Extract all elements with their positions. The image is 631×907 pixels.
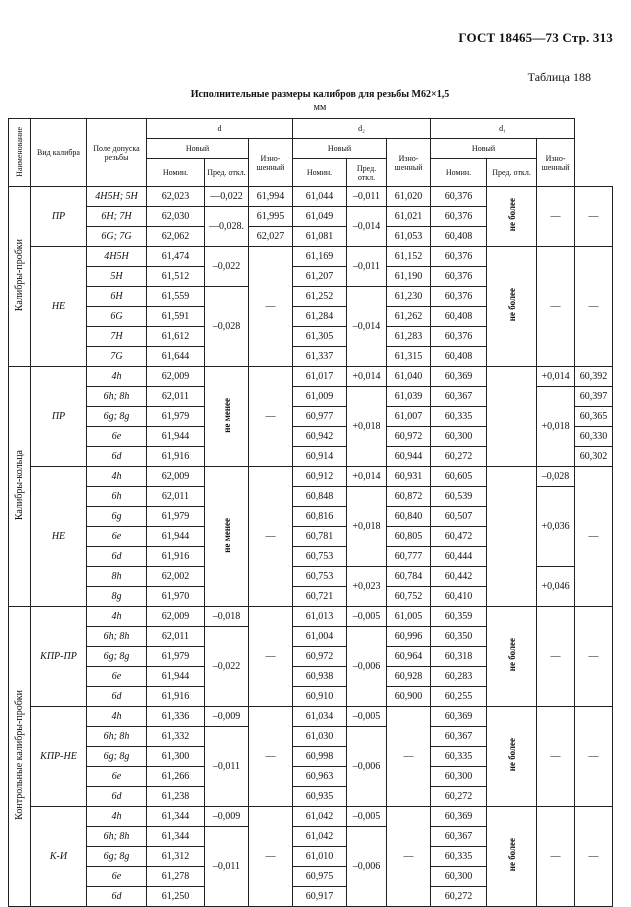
col-d-header: d xyxy=(147,119,293,139)
d1-note xyxy=(487,707,537,807)
d-worn: — xyxy=(249,807,293,907)
tolerance-field: 6е xyxy=(87,427,147,447)
tolerance-field: 6е xyxy=(87,667,147,687)
d-worn: 61,994 xyxy=(249,187,293,207)
d1-nominal: 60,300 xyxy=(431,867,487,887)
d1-nominal: 60,410 xyxy=(431,587,487,607)
tolerance-field: 6g; 8g xyxy=(87,407,147,427)
d-nominal: 61,278 xyxy=(147,867,205,887)
d-nominal: 61,312 xyxy=(147,847,205,867)
d1-tol: — xyxy=(537,607,575,707)
d1-nominal: 60,300 xyxy=(431,767,487,787)
d1-note xyxy=(487,247,537,367)
d-nom-header: Номин. xyxy=(147,159,205,187)
d1-nominal: 60,369 xyxy=(431,367,487,387)
d2-worn: 60,805 xyxy=(387,527,431,547)
d-nominal: 61,916 xyxy=(147,447,205,467)
d1-worn: 60,330 xyxy=(575,427,613,447)
d1-tol: +0,014 xyxy=(537,367,575,387)
gauge-type: К-И xyxy=(31,807,87,907)
d2-worn: 61,039 xyxy=(387,387,431,407)
tolerance-field: 6d xyxy=(87,787,147,807)
d2-nominal: 60,975 xyxy=(293,867,347,887)
tolerance-field: 6h; 8h xyxy=(87,387,147,407)
d-nominal: 61,916 xyxy=(147,547,205,567)
d2-worn: 60,972 xyxy=(387,427,431,447)
d2-worn: 60,872 xyxy=(387,487,431,507)
d2-nominal: 60,938 xyxy=(293,667,347,687)
d1-nominal: 60,605 xyxy=(431,467,487,487)
d2-nominal: 61,013 xyxy=(293,607,347,627)
d2-tol: +0,014 xyxy=(347,467,387,487)
d1-worn: 60,392 xyxy=(575,367,613,387)
d2-tol: –0,005 xyxy=(347,807,387,827)
gauge-type: КПР-ПР xyxy=(31,607,87,707)
d1-worn: 60,365 xyxy=(575,407,613,427)
table-row xyxy=(9,607,613,627)
d-nominal: 61,300 xyxy=(147,747,205,767)
vertical-note: не более xyxy=(506,638,517,672)
d1-worn: 60,302 xyxy=(575,447,613,467)
d2-nominal: 61,009 xyxy=(293,387,347,407)
d-nominal: 61,612 xyxy=(147,327,205,347)
d2-worn: 61,007 xyxy=(387,407,431,427)
d2-nominal: 61,337 xyxy=(293,347,347,367)
tolerance-field: 7G xyxy=(87,347,147,367)
vertical-note: не более xyxy=(506,738,517,772)
d1-tol: — xyxy=(537,807,575,907)
tolerance-field: 4h xyxy=(87,807,147,827)
d2-nominal: 61,030 xyxy=(293,727,347,747)
d1-note xyxy=(487,467,537,607)
d-tol: –0,009 xyxy=(205,707,249,727)
vertical-note: не более xyxy=(506,838,517,872)
d2-nom-header: Номин. xyxy=(293,159,347,187)
d2-worn: 61,020 xyxy=(387,187,431,207)
gauge-type: КПР-НЕ xyxy=(31,707,87,807)
d-nominal: 61,591 xyxy=(147,307,205,327)
d2-tol: +0,018 xyxy=(347,487,387,567)
d1-nominal: 60,335 xyxy=(431,407,487,427)
d-tol xyxy=(205,467,249,607)
group-label: Калибры-пробки xyxy=(14,238,25,312)
d2-worn: 60,752 xyxy=(387,587,431,607)
d1-nominal: 60,359 xyxy=(431,607,487,627)
d2-worn: 61,053 xyxy=(387,227,431,247)
d2-nominal: 61,081 xyxy=(293,227,347,247)
tolerance-field: 7Н xyxy=(87,327,147,347)
group-label: Калибры-кольца xyxy=(14,449,25,521)
caption-unit: мм xyxy=(313,102,327,113)
d2-worn: 61,005 xyxy=(387,607,431,627)
d1-nominal: 60,376 xyxy=(431,187,487,207)
group-name xyxy=(9,367,31,607)
d1-tol: –0,028 xyxy=(537,467,575,487)
tolerance-field: 6g; 8g xyxy=(87,647,147,667)
d1-worn: — xyxy=(575,707,613,807)
d2-worn: 61,190 xyxy=(387,267,431,287)
d2-tol: –0,006 xyxy=(347,727,387,807)
d2-worn: 60,996 xyxy=(387,627,431,647)
d-nominal: 61,332 xyxy=(147,727,205,747)
d2-tol: +0,023 xyxy=(347,567,387,607)
table-row xyxy=(9,247,613,267)
tolerance-field: 6G; 7G xyxy=(87,227,147,247)
d2-nominal: 60,912 xyxy=(293,467,347,487)
d1-tol: — xyxy=(537,707,575,807)
d2-nominal: 61,207 xyxy=(293,267,347,287)
vertical-note: не менее xyxy=(221,517,232,553)
tolerance-field: 6G xyxy=(87,307,147,327)
d1-nominal: 60,367 xyxy=(431,387,487,407)
d2-nominal: 61,010 xyxy=(293,847,347,867)
d1-note xyxy=(487,607,537,707)
d2-worn: 61,262 xyxy=(387,307,431,327)
tolerance-field: 6Н xyxy=(87,287,147,307)
d-tol: –0,018 xyxy=(205,607,249,627)
d1-note xyxy=(487,807,537,907)
col-field-header: Поле допуска резьбы xyxy=(87,119,147,187)
d2-worn: 60,964 xyxy=(387,647,431,667)
table-row xyxy=(9,367,613,387)
d-nominal: 61,944 xyxy=(147,667,205,687)
d2-nominal: 61,049 xyxy=(293,207,347,227)
d-nominal: 62,011 xyxy=(147,627,205,647)
d1-nominal: 60,369 xyxy=(431,807,487,827)
d1-tol: +0,036 xyxy=(537,487,575,567)
tolerance-field: 6е xyxy=(87,867,147,887)
d2-pred-header: Пред. откл. xyxy=(347,159,387,187)
tolerance-field: 6h xyxy=(87,487,147,507)
d2-nominal: 60,910 xyxy=(293,687,347,707)
d1-nominal: 60,408 xyxy=(431,227,487,247)
d2-nominal: 61,034 xyxy=(293,707,347,727)
d1-nominal: 60,376 xyxy=(431,287,487,307)
group-label: Контрольные калибры-пробки xyxy=(14,690,25,820)
d-tol: —0,022 xyxy=(205,187,249,207)
vertical-note: не более xyxy=(506,288,517,322)
d2-nominal: 61,305 xyxy=(293,327,347,347)
d1-worn: — xyxy=(575,607,613,707)
d-iznos-header: Изно-шенный xyxy=(249,139,293,187)
d-pred-header: Пред. откл. xyxy=(205,159,249,187)
d1-nominal: 60,272 xyxy=(431,447,487,467)
d-nominal: 61,970 xyxy=(147,587,205,607)
d2-tol: –0,005 xyxy=(347,707,387,727)
tolerance-field: 6g; 8g xyxy=(87,747,147,767)
d2-nominal: 60,781 xyxy=(293,527,347,547)
d2-tol: +0,014 xyxy=(347,367,387,387)
table-number: Таблица 188 xyxy=(527,70,591,84)
d2-nominal: 60,848 xyxy=(293,487,347,507)
d-nominal: 62,030 xyxy=(147,207,205,227)
d2-nominal: 60,942 xyxy=(293,427,347,447)
d2-worn: 61,021 xyxy=(387,207,431,227)
d1-nominal: 60,539 xyxy=(431,487,487,507)
group-name xyxy=(9,607,31,907)
d-nominal: 61,238 xyxy=(147,787,205,807)
d2-tol: –0,006 xyxy=(347,627,387,707)
d-new-header: Новый xyxy=(147,139,249,159)
d-worn: — xyxy=(249,707,293,807)
col-d2-header: d₂ xyxy=(293,119,431,139)
tolerance-field: 6Н; 7Н xyxy=(87,207,147,227)
d1-worn: — xyxy=(575,187,613,247)
d2-new-header: Новый xyxy=(293,139,387,159)
d2-worn: 60,784 xyxy=(387,567,431,587)
tolerance-field: 6g xyxy=(87,507,147,527)
d2-worn: 61,152 xyxy=(387,247,431,267)
d1-nominal: 60,408 xyxy=(431,347,487,367)
tolerance-field: 6h; 8h xyxy=(87,727,147,747)
d-tol: —0,028. xyxy=(205,207,249,247)
d-tol xyxy=(205,367,249,467)
d-worn: — xyxy=(249,367,293,467)
d2-nominal: 61,044 xyxy=(293,187,347,207)
d1-nominal: 60,272 xyxy=(431,887,487,907)
tolerance-field: 6g; 8g xyxy=(87,847,147,867)
d2-nominal: 60,816 xyxy=(293,507,347,527)
table-row xyxy=(9,467,613,487)
d-nominal: 61,512 xyxy=(147,267,205,287)
d-nominal: 62,009 xyxy=(147,467,205,487)
d1-nominal: 60,300 xyxy=(431,427,487,447)
d1-nominal: 60,408 xyxy=(431,307,487,327)
col-name-header: Наименование xyxy=(9,119,31,187)
d1-tol: +0,046 xyxy=(537,567,575,607)
d1-nominal: 60,376 xyxy=(431,327,487,347)
d-nominal: 61,979 xyxy=(147,407,205,427)
d-nominal: 62,011 xyxy=(147,487,205,507)
d-nominal: 61,559 xyxy=(147,287,205,307)
table-row xyxy=(9,187,613,207)
gauge-type: ПР xyxy=(31,367,87,467)
d-nominal: 61,944 xyxy=(147,527,205,547)
d1-tol: — xyxy=(537,187,575,247)
d-nominal: 62,023 xyxy=(147,187,205,207)
d2-worn: 60,900 xyxy=(387,687,431,707)
d2-nominal: 60,977 xyxy=(293,407,347,427)
d1-worn: — xyxy=(575,807,613,907)
d1-nominal: 60,350 xyxy=(431,627,487,647)
d2-nominal: 61,284 xyxy=(293,307,347,327)
d2-tol: –0,011 xyxy=(347,187,387,207)
tolerance-field: 4Н5Н; 5Н xyxy=(87,187,147,207)
d-nominal: 61,944 xyxy=(147,427,205,447)
d1-nominal: 60,367 xyxy=(431,827,487,847)
tolerance-field: 6d xyxy=(87,447,147,467)
gauge-table xyxy=(8,118,613,907)
d1-pred-header: Пред. откл. xyxy=(487,159,537,187)
d2-tol: –0,014 xyxy=(347,287,387,367)
gauge-type: НЕ xyxy=(31,467,87,607)
d2-nominal: 60,935 xyxy=(293,787,347,807)
d2-tol: –0,006 xyxy=(347,827,387,907)
d2-worn: 60,840 xyxy=(387,507,431,527)
d-worn: 62,027 xyxy=(249,227,293,247)
vertical-note: не более xyxy=(506,198,517,232)
d1-tol: — xyxy=(537,247,575,367)
d-nominal: 61,266 xyxy=(147,767,205,787)
tolerance-field: 6е xyxy=(87,767,147,787)
d2-worn: 60,777 xyxy=(387,547,431,567)
d2-tol: –0,005 xyxy=(347,607,387,627)
d-nominal: 61,644 xyxy=(147,347,205,367)
d-tol: –0,022 xyxy=(205,247,249,287)
col-kal-header: Вид калибра xyxy=(31,119,87,187)
d-worn: — xyxy=(249,607,293,707)
d1-worn: — xyxy=(575,247,613,367)
tolerance-field: 6d xyxy=(87,887,147,907)
tolerance-field: 4h xyxy=(87,607,147,627)
d-nominal: 61,979 xyxy=(147,647,205,667)
d-nominal: 62,009 xyxy=(147,607,205,627)
d2-worn: 61,283 xyxy=(387,327,431,347)
d1-nominal: 60,376 xyxy=(431,267,487,287)
d1-note xyxy=(487,187,537,247)
d2-nominal: 60,753 xyxy=(293,547,347,567)
d1-tol: +0,018 xyxy=(537,387,575,467)
d2-worn: 61,040 xyxy=(387,367,431,387)
d2-iznos-header: Изно-шенный xyxy=(387,139,431,187)
d2-nominal: 60,917 xyxy=(293,887,347,907)
d-nominal: 62,011 xyxy=(147,387,205,407)
tolerance-field: 6d xyxy=(87,547,147,567)
d1-nominal: 60,507 xyxy=(431,507,487,527)
tolerance-field: 6h; 8h xyxy=(87,827,147,847)
d2-nominal: 60,914 xyxy=(293,447,347,467)
d1-nominal: 60,442 xyxy=(431,567,487,587)
page-header: ГОСТ 18465—73 Стр. 313 xyxy=(458,30,613,45)
tolerance-field: 6е xyxy=(87,527,147,547)
d2-worn: 60,931 xyxy=(387,467,431,487)
d1-note xyxy=(487,367,537,467)
d1-nominal: 60,472 xyxy=(431,527,487,547)
gauge-type: НЕ xyxy=(31,247,87,367)
d-worn: — xyxy=(249,467,293,607)
d-nominal: 61,916 xyxy=(147,687,205,707)
d-nominal: 61,336 xyxy=(147,707,205,727)
d2-worn: 60,928 xyxy=(387,667,431,687)
d2-tol: –0,014 xyxy=(347,207,387,247)
d2-nominal: 60,753 xyxy=(293,567,347,587)
d-nominal: 62,009 xyxy=(147,367,205,387)
d2-nominal: 61,042 xyxy=(293,807,347,827)
d2-nominal: 60,721 xyxy=(293,587,347,607)
d-nominal: 61,979 xyxy=(147,507,205,527)
d-worn: — xyxy=(249,247,293,367)
d1-nominal: 60,272 xyxy=(431,787,487,807)
d1-nominal: 60,367 xyxy=(431,727,487,747)
d2-nominal: 61,252 xyxy=(293,287,347,307)
tolerance-field: 6h; 8h xyxy=(87,627,147,647)
d-nominal: 61,474 xyxy=(147,247,205,267)
d-nominal: 62,002 xyxy=(147,567,205,587)
d2-tol: –0,011 xyxy=(347,247,387,287)
table-row xyxy=(9,707,613,727)
d2-worn: 60,944 xyxy=(387,447,431,467)
col-d1-header: d₁ xyxy=(431,119,575,139)
d1-nominal: 60,369 xyxy=(431,707,487,727)
d1-new-header: Новый xyxy=(431,139,537,159)
d2-nominal: 61,169 xyxy=(293,247,347,267)
tolerance-field: 5Н xyxy=(87,267,147,287)
d-worn: 61,995 xyxy=(249,207,293,227)
d2-nominal: 60,963 xyxy=(293,767,347,787)
d1-nominal: 60,318 xyxy=(431,647,487,667)
tolerance-field: 8g xyxy=(87,587,147,607)
d2-worn: — xyxy=(387,807,431,907)
d2-nominal: 60,998 xyxy=(293,747,347,767)
d-nominal: 61,344 xyxy=(147,827,205,847)
tolerance-field: 6d xyxy=(87,687,147,707)
table-body xyxy=(9,187,613,907)
table-caption xyxy=(150,88,490,114)
d1-nominal: 60,444 xyxy=(431,547,487,567)
tolerance-field: 4Н5Н xyxy=(87,247,147,267)
d2-nominal: 61,042 xyxy=(293,827,347,847)
d-nominal: 61,250 xyxy=(147,887,205,907)
d1-worn: 60,397 xyxy=(575,387,613,407)
d-tol: –0,028 xyxy=(205,287,249,367)
d2-worn: 61,230 xyxy=(387,287,431,307)
d2-tol: +0,018 xyxy=(347,387,387,467)
d-tol: –0,011 xyxy=(205,827,249,907)
vertical-note: не менее xyxy=(221,397,232,433)
d2-worn: — xyxy=(387,707,431,807)
d1-nominal: 60,283 xyxy=(431,667,487,687)
d1-nom-header: Номин. xyxy=(431,159,487,187)
d1-nominal: 60,376 xyxy=(431,247,487,267)
tolerance-field: 4h xyxy=(87,707,147,727)
gauge-type: ПР xyxy=(31,187,87,247)
d-tol: –0,011 xyxy=(205,727,249,807)
d2-nominal: 61,004 xyxy=(293,627,347,647)
tolerance-field: 4h xyxy=(87,467,147,487)
d-nominal: 61,344 xyxy=(147,807,205,827)
d2-nominal: 60,972 xyxy=(293,647,347,667)
d1-worn: — xyxy=(575,467,613,607)
d1-iznos-header: Изно-шенный xyxy=(537,139,575,187)
table-row xyxy=(9,807,613,827)
tolerance-field: 8h xyxy=(87,567,147,587)
group-name xyxy=(9,187,31,367)
d1-nominal: 60,255 xyxy=(431,687,487,707)
d1-nominal: 60,376 xyxy=(431,207,487,227)
d-tol: –0,009 xyxy=(205,807,249,827)
d1-nominal: 60,335 xyxy=(431,747,487,767)
d2-nominal: 61,017 xyxy=(293,367,347,387)
d1-nominal: 60,335 xyxy=(431,847,487,867)
tolerance-field: 4h xyxy=(87,367,147,387)
caption-title: Исполнительные размеры калибров для резьбы М62×1,5 xyxy=(190,89,450,100)
d-tol: –0,022 xyxy=(205,627,249,707)
d2-worn: 61,315 xyxy=(387,347,431,367)
d-nominal: 62,062 xyxy=(147,227,205,247)
